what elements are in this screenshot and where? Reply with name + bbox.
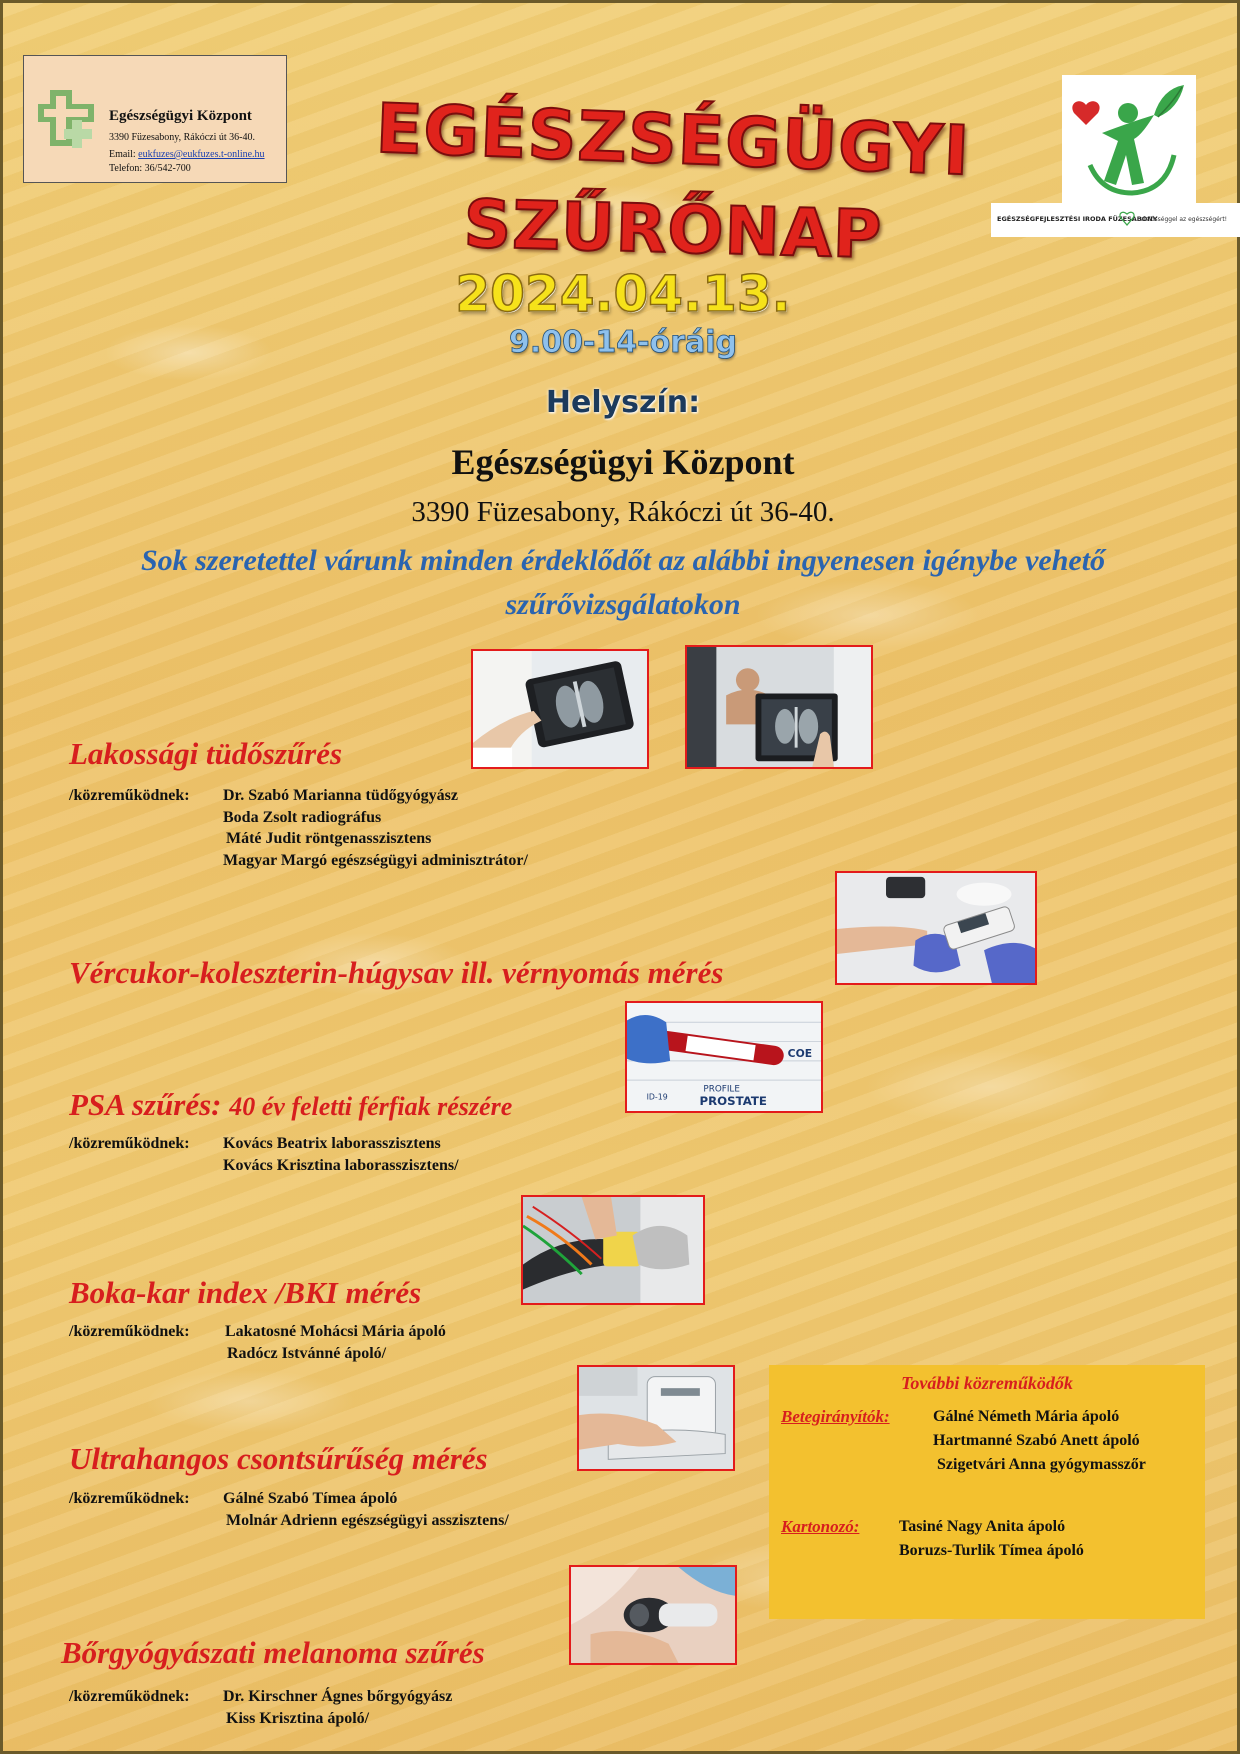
bone-contributors [223, 1488, 509, 1531]
psa-tag-2: PROSTATE [699, 1094, 767, 1109]
center-logo-phone: Telefon: 36/542-700 [109, 163, 191, 174]
health-office-name: EGÉSZSÉGFEJLESZTÉSI IRODA FÜZESABONY [997, 215, 1158, 223]
health-office-slogan: Felelősséggel az egészségért! [1137, 216, 1228, 223]
center-logo-box [23, 55, 287, 183]
melanoma-screening-title: Bőrgyógyászati melanoma szűrés [61, 1635, 485, 1670]
bone-contributor: Gálné Szabó Tímea ápoló [223, 1490, 398, 1507]
psa-tag-3: COE [787, 1047, 813, 1060]
lung-screening-title: Lakossági tüdőszűrés [69, 736, 343, 771]
skin-contributors [223, 1686, 452, 1729]
psa-contributor: Kovács Beatrix laborasszisztens [223, 1135, 441, 1152]
xray-tablet-photo [471, 649, 649, 769]
health-office-caption [991, 203, 1240, 237]
referrer: Szigetvári Anna gyógymasszőr [937, 1456, 1146, 1473]
heart-outline-icon [1119, 209, 1135, 227]
psa-title: PSA szűrés: [69, 1087, 222, 1122]
health-office-logo [1062, 75, 1196, 205]
bone-contributor: Molnár Adrienn egészségügyi asszisztens/ [226, 1511, 509, 1529]
blood-glucose-photo [835, 871, 1037, 985]
skin-contributor: Dr. Kirschner Ágnes bőrgyógyász [223, 1688, 453, 1705]
health-figure-icon [1062, 75, 1196, 205]
venue-address: 3390 Füzesabony, Rákóczi út 36-40. [411, 496, 835, 528]
psa-subtitle: 40 év feletti férfiak részére [229, 1092, 513, 1121]
invitation-text [73, 539, 1173, 627]
event-date: 2024.04.13. [455, 265, 791, 323]
lung-contributor: Boda Zsolt radiográfus [223, 808, 382, 826]
filers-list [899, 1515, 1084, 1563]
bone-contrib-label: /közreműködnek: [69, 1490, 190, 1507]
additional-contributors-title: További közreműködők [901, 1373, 1073, 1393]
blood-test-title: Vércukor-koleszterin-húgysav ill. vérnyomás mérés [69, 955, 724, 990]
psa-contributors [223, 1133, 459, 1176]
dermatoscope-photo [569, 1565, 737, 1665]
center-logo-email-line [109, 149, 265, 160]
title-line-1: EGÉSZSÉGÜGYI [374, 89, 972, 192]
psa-contrib-label: /közreműködnek: [69, 1135, 190, 1152]
bone-density-photo [577, 1365, 735, 1471]
lung-contributor: Dr. Szabó Marianna tüdőgyógyász [223, 787, 458, 804]
additional-contributors-box [769, 1365, 1205, 1619]
referrers-label: Betegirányítók: [781, 1407, 890, 1426]
skin-contributor: Kiss Krisztina ápoló/ [226, 1709, 370, 1727]
psa-tag-4: ID-19 [646, 1092, 668, 1102]
lung-contributor: Magyar Margó egészségügyi adminisztrátor/ [223, 851, 528, 869]
psa-test-photo [625, 1001, 823, 1113]
skin-contrib-label: /közreműködnek: [69, 1688, 190, 1705]
lung-contributor: Máté Judit röntgenasszisztens [226, 830, 432, 847]
email-label: Email: [109, 149, 139, 160]
lung-contributors [223, 785, 528, 871]
abi-contrib-label: /közreműködnek: [69, 1323, 190, 1340]
psa-contributor: Kovács Krisztina laborasszisztens/ [223, 1156, 459, 1174]
xray-monitor-photo [685, 645, 873, 769]
center-logo-address: 3390 Füzesabony, Rákóczi út 36-40. [109, 132, 255, 143]
title-line-2: SZŰRŐNAP [462, 185, 884, 274]
location-label: Helyszín: [545, 385, 701, 420]
psa-screening-title [69, 1087, 512, 1123]
invitation-line-2: szűrővizsgálatokon [505, 588, 741, 621]
venue-name: Egészségügyi Központ [451, 442, 795, 482]
psa-tag-1: PROFILE [703, 1084, 740, 1095]
referrers-list [933, 1405, 1146, 1477]
bone-density-title: Ultrahangos csontsűrűség mérés [69, 1441, 488, 1476]
center-logo-name: Egészségügyi Központ [109, 108, 252, 124]
health-center-logo-icon [36, 86, 100, 150]
abi-measurement-title: Boka-kar index /BKI mérés [69, 1275, 422, 1310]
ankle-brachial-photo [521, 1195, 705, 1305]
filer: Boruzs-Turlik Tímea ápoló [899, 1542, 1084, 1559]
referrer: Hartmanné Szabó Anett ápoló [933, 1432, 1140, 1449]
filers-label: Kartonozó: [781, 1517, 860, 1536]
filer: Tasiné Nagy Anita ápoló [899, 1518, 1066, 1535]
referrer: Gálné Németh Mária ápoló [933, 1408, 1120, 1425]
abi-contributor: Lakatosné Mohácsi Mária ápoló [225, 1323, 446, 1340]
abi-contributors [225, 1321, 446, 1364]
invitation-line-1: Sok szeretettel várunk minden érdeklődőt az alábbi ingyenesen igénybe vehető [140, 544, 1106, 577]
abi-contributor: Radócz Istvánné ápoló/ [227, 1344, 387, 1362]
lung-contrib-label: /közreműködnek: [69, 787, 190, 804]
email-link[interactable]: eukfuzes@eukfuzes.t-online.hu [138, 149, 265, 160]
event-time: 9.00-14-óráig [508, 325, 738, 360]
